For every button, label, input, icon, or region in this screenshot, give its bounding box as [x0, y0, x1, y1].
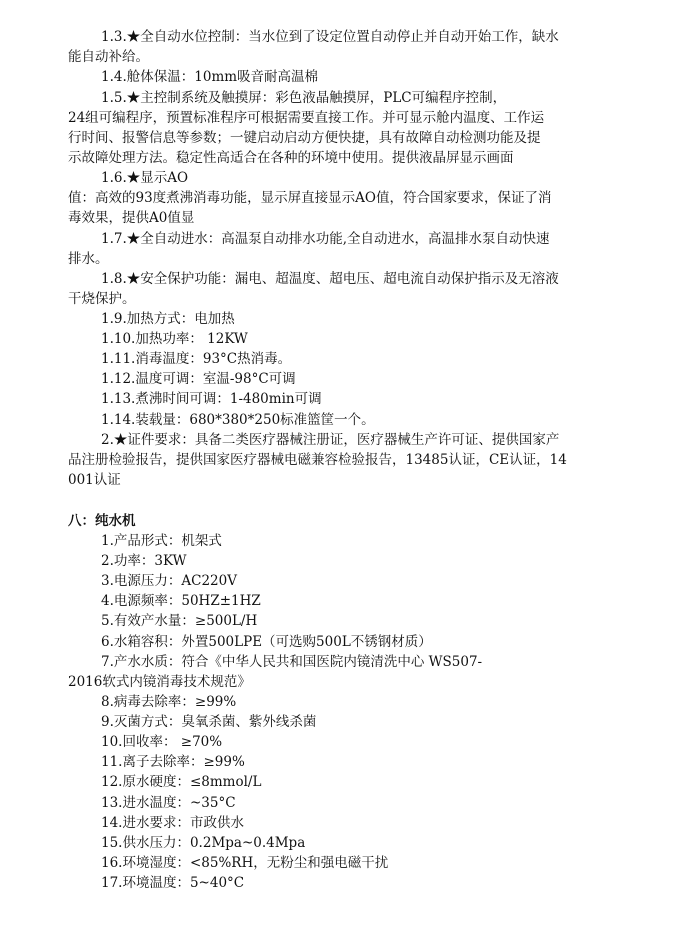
spec-1-6-line-3: 毒效果，提供A0值显	[68, 210, 195, 226]
water-spec-10: 10.回收率： ≥70%	[101, 734, 223, 750]
water-spec-6: 6.水箱容积：外置500LPE（可选购500L不锈钢材质）	[101, 634, 432, 650]
spec-1-12: 1.12.温度可调：室温-98°C可调	[101, 371, 296, 387]
water-spec-4: 4.电源频率：50HZ±1HZ	[101, 593, 261, 609]
spec-1-13: 1.13.煮沸时间可调：1-480min可调	[101, 391, 322, 407]
water-spec-16: 16.环境湿度：<85%RH，无粉尘和强电磁干扰	[101, 855, 389, 871]
water-spec-7-line-2: 2016软式内镜消毒技术规范》	[68, 674, 251, 690]
spec-1-5-line-3: 行时间、报警信息等参数；一键启动启动方便快捷，具有故障自动检测功能及提	[68, 130, 541, 146]
spec-1-5-line-2: 24组可编程序，预置标准程序可根据需要直接工作。并可显示舱内温度、工作运	[68, 110, 545, 126]
water-spec-5: 5.有效产水量：≥500L/H	[101, 613, 258, 629]
water-spec-12: 12.原水硬度：≤8mmol/L	[101, 774, 262, 790]
spec-1-3-line-1: 1.3.★全自动水位控制：当水位到了设定位置自动停止并自动开始工作，缺水	[101, 29, 559, 45]
spec-1-7-line-1: 1.7.★全自动进水：高温泵自动排水功能,全自动进水，高温排水泵自动快速	[101, 231, 550, 247]
water-spec-11: 11.离子去除率：≥99%	[101, 754, 245, 770]
water-spec-14: 14.进水要求：市政供水	[101, 815, 244, 831]
spec-2-line-1: 2.★证件要求：具备二类医疗器械注册证，医疗器械生产许可证、提供国家产	[101, 432, 560, 448]
spec-1-14: 1.14.装载量：680*380*250标准篮筐一个。	[101, 412, 375, 428]
spec-1-8-line-2: 干烧保护。	[68, 291, 136, 307]
water-spec-17: 17.环境温度：5~40°C	[101, 875, 245, 891]
water-spec-7-line-1: 7.产水水质：符合《中华人民共和国医院内镜清洗中心 WS507-	[101, 654, 483, 670]
spec-1-10: 1.10.加热功率： 12KW	[101, 331, 248, 347]
spec-2-line-3: 001认证	[68, 472, 121, 488]
spec-1-5-line-4: 示故障处理方法。稳定性高适合在各种的环境中使用。提供液晶屏显示画面	[68, 150, 514, 166]
spec-1-8-line-1: 1.8.★安全保护功能：漏电、超温度、超电压、超电流自动保护指示及无溶液	[101, 271, 559, 287]
spec-2-line-2: 品注册检验报告，提供国家医疗器械电磁兼容检验报告，13485认证，CE认证，14	[68, 452, 567, 468]
spec-1-3-line-2: 能自动补给。	[68, 49, 149, 65]
water-spec-15: 15.供水压力：0.2Mpa~0.4Mpa	[101, 835, 306, 851]
spec-1-4: 1.4.舱体保温：10mm吸音耐高温棉	[101, 69, 319, 85]
water-spec-9: 9.灭菌方式：臭氧杀菌、紫外线杀菌	[101, 714, 317, 730]
spec-1-6-line-2: 值：高效的93度煮沸消毒功能，显示屏直接显示AO值，符合国家要求，保证了消	[68, 190, 552, 206]
spec-1-9: 1.9.加热方式：电加热	[101, 311, 235, 327]
water-spec-8: 8.病毒去除率：≥99%	[101, 694, 237, 710]
water-spec-13: 13.进水温度：~35°C	[101, 795, 236, 811]
section-heading: 八：纯水机	[68, 513, 136, 529]
water-spec-3: 3.电源压力：AC220V	[101, 573, 237, 589]
spec-1-5-line-1: 1.5.★主控制系统及触摸屏：彩色液晶触摸屏，PLC可编程序控制，	[101, 90, 507, 106]
spec-1-11: 1.11.消毒温度：93°C热消毒。	[101, 351, 292, 367]
water-spec-1: 1.产品形式：机架式	[101, 533, 222, 549]
spec-1-7-line-2: 排水。	[68, 251, 109, 267]
spec-1-6-line-1: 1.6.★显示AO	[101, 170, 189, 186]
water-spec-2: 2.功率：3KW	[101, 553, 187, 569]
